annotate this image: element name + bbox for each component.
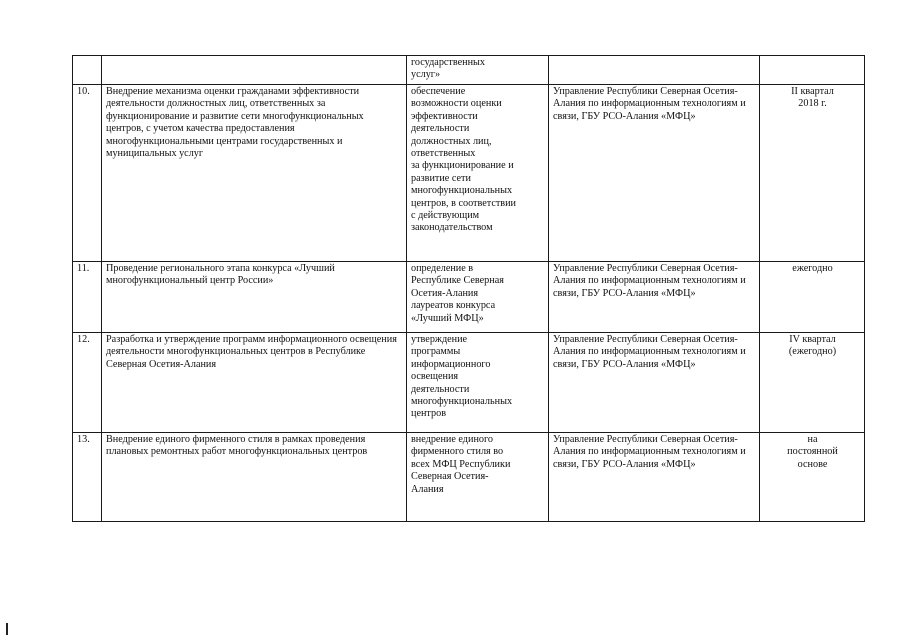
- measure-cell: [102, 56, 407, 85]
- term-cell: IV квартал (ежегодно): [760, 333, 865, 433]
- result-cell: определение в Республике Северная Осетия-Алания лауреатов конкурса «Лучший МФЦ»: [407, 262, 549, 333]
- result-cell: государственных услуг»: [407, 56, 549, 85]
- measure-cell: Проведение регионального этапа конкурса «Лучший многофункциональный центр России»: [102, 262, 407, 333]
- executor-cell: [549, 56, 760, 85]
- executor-cell: Управление Республики Северная Осетия-Алания по информационным технологиям и связи, ГБУ РСО-Алания «МФЦ»: [549, 333, 760, 433]
- executor-cell: Управление Республики Северная Осетия-Алания по информационным технологиям и связи, ГБУ РСО-Алания «МФЦ»: [549, 262, 760, 333]
- measure-cell: Разработка и утверждение программ информационного освещения деятельности многофункциональных центров в Республике Северная Осетия-Алания: [102, 333, 407, 433]
- term-cell: [760, 56, 865, 85]
- plan-table: [72, 55, 865, 522]
- measure-cell: Внедрение механизма оценки гражданами эффективности деятельности должностных лиц, ответственных за функционирование и развитие сети многофункциональных центров, с учетом качества предоставления многофункциональными центрами государственных и муниципальных услуг: [102, 85, 407, 262]
- table-row: [73, 262, 865, 333]
- table-row: [73, 333, 865, 433]
- row-number: 11.: [73, 262, 102, 333]
- executor-cell: Управление Республики Северная Осетия-Алания по информационным технологиям и связи, ГБУ РСО-Алания «МФЦ»: [549, 433, 760, 522]
- table-row: [73, 433, 865, 522]
- row-number: 13.: [73, 433, 102, 522]
- measure-cell: Внедрение единого фирменного стиля в рамках проведения плановых ремонтных работ многофункциональных центров: [102, 433, 407, 522]
- row-number: 10.: [73, 85, 102, 262]
- row-number: [73, 56, 102, 85]
- result-cell: утверждение программы информационного освещения деятельности многофункциональных центров: [407, 333, 549, 433]
- executor-cell: Управление Республики Северная Осетия-Алания по информационным технологиям и связи, ГБУ РСО-Алания «МФЦ»: [549, 85, 760, 262]
- table-row: [73, 56, 865, 85]
- scan-mark: [6, 623, 8, 635]
- term-cell: на постоянной основе: [760, 433, 865, 522]
- table-row: [73, 85, 865, 262]
- result-cell: внедрение единого фирменного стиля во всех МФЦ Республики Северная Осетия- Алания: [407, 433, 549, 522]
- row-number: 12.: [73, 333, 102, 433]
- result-cell: обеспечение возможности оценки эффективности деятельности должностных лиц, ответственных за функционирование и развитие сети многофункциональных центров, в соответствии с действующим законодательством: [407, 85, 549, 262]
- term-cell: ежегодно: [760, 262, 865, 333]
- term-cell: II квартал 2018 г.: [760, 85, 865, 262]
